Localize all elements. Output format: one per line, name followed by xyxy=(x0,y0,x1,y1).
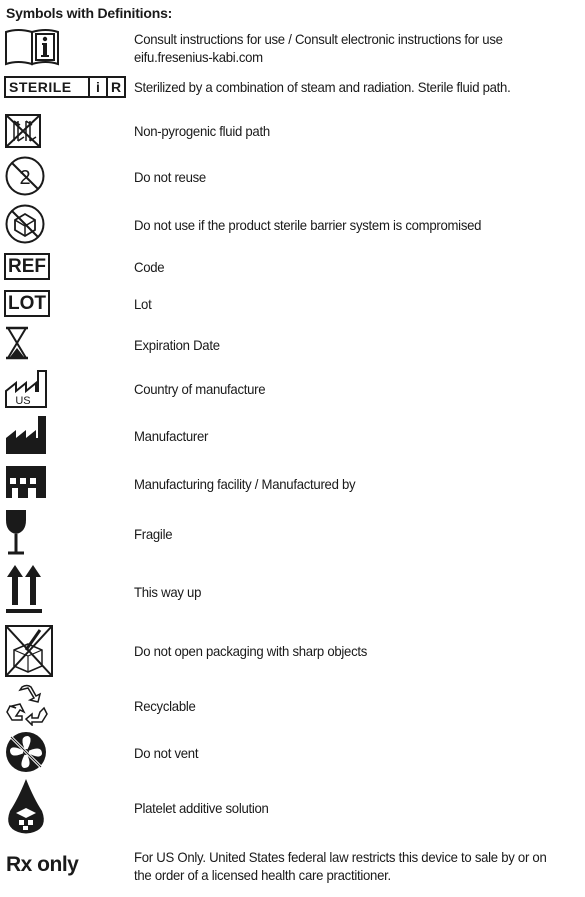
definition-text: Code xyxy=(134,259,165,275)
hourglass-icon xyxy=(4,326,32,360)
svg-text:2: 2 xyxy=(19,167,31,189)
definition-text: Do not use if the product sterile barrier system is compromised xyxy=(134,217,482,233)
definition-text: Sterilized by a combination of steam and radiation. Sterile fluid path. xyxy=(134,79,511,95)
sterile-cell-r: R xyxy=(106,78,124,96)
sterile-barrier-compromised-icon xyxy=(4,203,46,245)
country-code: US xyxy=(15,395,31,407)
country-of-manufacture-icon xyxy=(4,369,50,409)
definition-text: This way up xyxy=(134,584,202,600)
sterile-cell-i: i xyxy=(88,78,106,96)
platelet-additive-solution-icon xyxy=(4,777,48,835)
definition-text: Do not reuse xyxy=(134,169,206,185)
non-pyrogenic-icon xyxy=(4,113,44,149)
no-sharp-objects-icon xyxy=(4,624,54,678)
definition-text: Expiration Date xyxy=(134,337,220,353)
definition-text: Non-pyrogenic fluid path xyxy=(134,123,270,139)
this-way-up-icon xyxy=(4,563,44,615)
rx-only-icon: Rx only xyxy=(6,853,79,876)
definition-text: Do not open packaging with sharp objects xyxy=(134,643,368,659)
manufacturer-icon xyxy=(4,414,50,456)
ref-icon: REF xyxy=(4,253,50,280)
fragile-icon xyxy=(4,508,30,556)
definition-text: Manufacturing facility / Manufactured by xyxy=(134,476,356,492)
definition-text: Recyclable xyxy=(134,698,196,714)
definition-text: Manufacturer xyxy=(134,428,209,444)
definition-text: For US Only. United States federal law restricts this device to sale by or on the order of a licensed health care practitioner. xyxy=(134,849,547,883)
do-not-vent-icon xyxy=(4,730,48,774)
definition-text: Fragile xyxy=(134,526,173,542)
definition-text: Consult instructions for use / Consult electronic instructions for use eifu.fresenius-kabi.com xyxy=(134,31,503,65)
definition-text: Do not vent xyxy=(134,745,199,761)
consult-instructions-icon xyxy=(4,28,60,66)
definition-text: Platelet additive solution xyxy=(134,800,269,816)
definition-text: Country of manufacture xyxy=(134,381,266,397)
section-heading: Symbols with Definitions: xyxy=(6,5,173,21)
manufacturing-facility-icon xyxy=(4,462,48,500)
definition-text: Lot xyxy=(134,296,152,312)
recyclable-icon xyxy=(4,684,50,726)
do-not-reuse-icon xyxy=(4,155,46,197)
sterile-label: STERILE xyxy=(9,79,72,95)
sterile-steam-radiation-icon xyxy=(4,76,126,98)
lot-icon: LOT xyxy=(4,290,50,317)
